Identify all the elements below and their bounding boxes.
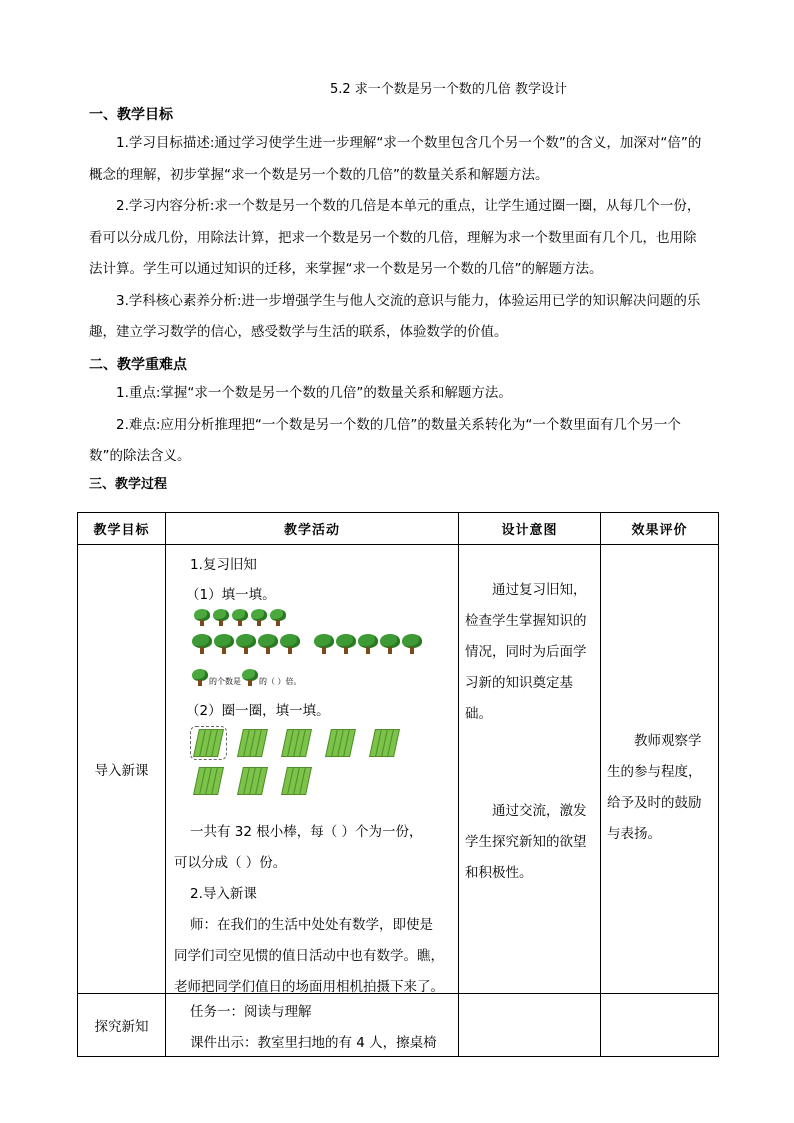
evaluation-cell [601,545,719,994]
table-row [78,545,719,994]
header-cell: 教学目标 [78,513,166,545]
section-heading-keypoints: 二、教学重难点 [89,357,187,373]
page-title: 5.2 求一个数是另一个数的几倍 教学设计 [330,82,567,97]
activity-line: 师：在我们的生活中处处有数学，即使是 [190,917,433,933]
activity-line: 任务一：阅读与理解 [190,1004,312,1020]
activity-cell [166,545,459,994]
intent-text: 通过交流，激发学生探究新知的欲望和积极性。 [465,803,587,881]
section-heading-process: 三、教学过程 [89,477,168,492]
activity-line: （2）圈一圈，填一填。 [186,703,330,719]
objectives-paragraphs [89,128,709,349]
evaluation-text: 教师观察学生的参与程度，给予及时的鼓励与表扬。 [607,733,702,842]
objective-2: 2.学习内容分析:求一个数是另一个数的几倍是本单元的重点，让学生通过圈一圈，从每几个一份，看可以分成几份，用除法计算，把求一个数是另一个数的几倍，理解为求一个数里面有几个几，也用除法计算。学生可以通过知识的迁移，来掌握“求一个数是另一个数的几倍”的解题方法。 [89,198,701,277]
table-header-row [78,513,719,545]
activity-line: 课件出示：教室里扫地的有 4 人，擦桌椅 [190,1035,437,1051]
activity-line: 一共有 32 根小棒，每（ ）个为一份， [190,824,423,840]
keypoint-1: 1.重点:掌握“求一个数是另一个数的几倍”的数量关系和解题方法。 [116,385,512,401]
header-cell: 效果评价 [601,513,719,545]
stage-cell: 导入新课 [78,545,166,994]
activity-line: 老师把同学们值日的场面用相机拍摄下来了。 [174,979,444,995]
activity-cell [166,994,459,1057]
activity-line: 同学们司空见惯的值日活动中也有数学。瞧， [174,948,444,964]
tree-illustration [192,609,442,695]
intent-cell [459,994,601,1057]
keypoint-2: 2.难点:应用分析推理把“一个数是另一个数的几倍”的数量关系转化为“一个数里面有几个另一个数”的除法含义。 [89,416,681,464]
section-heading-objectives: 一、教学目标 [89,107,173,123]
keypoints-paragraphs [89,378,709,473]
table-row [78,994,719,1057]
intent-text: 通过复习旧知，检查学生掌握知识的情况，同时为后面学习新的知识奠定基础。 [465,582,587,722]
activity-line: 可以分成（ ）份。 [174,855,287,871]
activity-line: （1）填一填。 [186,587,276,603]
tree-caption-b: 的（ ）倍。 [259,677,302,686]
header-cell: 教学活动 [166,513,459,545]
objective-3: 3.学科核心素养分析:进一步增强学生与他人交流的意识与能力，体验运用已学的知识解决问题的乐趣，建立学习数学的信心，感受数学与生活的联系，体验数学的价值。 [89,292,701,340]
header-cell: 设计意图 [459,513,601,545]
stage-cell: 探究新知 [78,994,166,1057]
tree-caption-a: 的个数是 [209,677,241,686]
intent-cell [459,545,601,994]
objective-1: 1.学习目标描述:通过学习使学生进一步理解“求一个数里包含几个另一个数”的含义，加深对“倍”的概念的理解，初步掌握“求一个数是另一个数的几倍”的数量关系和解题方法。 [89,135,702,183]
process-table [77,512,719,1057]
evaluation-cell [601,994,719,1057]
activity-line: 1.复习旧知 [190,557,257,573]
activity-line: 2.导入新课 [190,886,257,902]
sticks-illustration [192,729,442,801]
